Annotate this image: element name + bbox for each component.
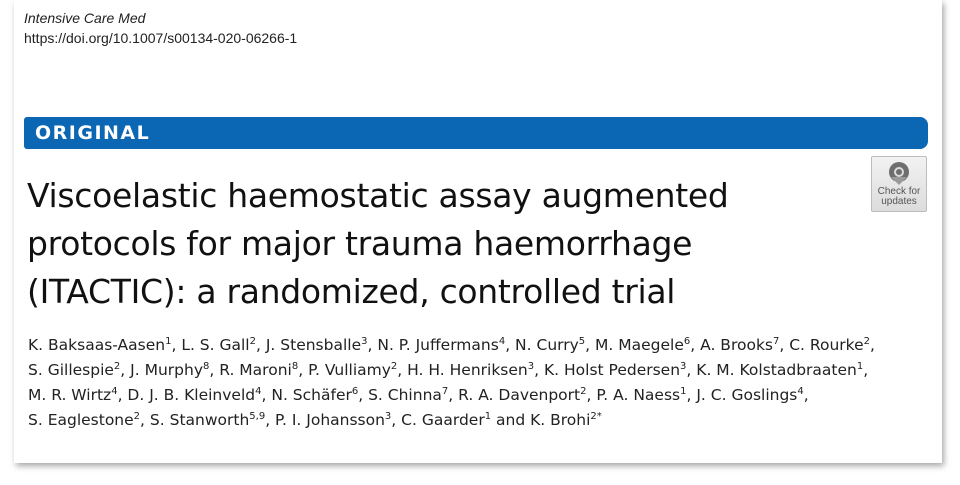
author-line: S. Eaglestone$^2$, S. Stanworth$^{5,9}$, P. I. Johansson$^3$, C. Gaarder$^1$ and K. Brohi$^{2*}$ [28, 410, 602, 429]
journal-name: Intensive Care Med [24, 10, 146, 26]
author[interactable]: S. Stanworth$^{5,9}$ [149, 410, 266, 429]
article-type-label: ORIGINAL [35, 122, 151, 144]
author[interactable]: K. Baksaas-Aasen$^1$ [28, 335, 172, 354]
author[interactable]: K. M. Kolstadbraaten$^1$ [696, 360, 864, 379]
author[interactable]: K. Holst Pedersen$^3$ [543, 360, 687, 379]
author[interactable]: L. S. Gall$^2$ [181, 335, 256, 354]
title-line: protocols for major trauma haemorrhage [27, 224, 693, 263]
author[interactable]: K. Brohi$^{2*}$ [530, 410, 602, 429]
author[interactable]: R. A. Davenport$^2$ [458, 385, 587, 404]
author[interactable]: D. J. B. Kleinveld$^4$ [127, 385, 262, 404]
author[interactable]: H. H. Henriksen$^3$ [407, 360, 535, 379]
author[interactable]: N. Curry$^5$ [515, 335, 586, 354]
crossmark-label: Check for updates [877, 186, 921, 207]
author[interactable]: S. Eaglestone$^2$ [28, 410, 141, 429]
title-line: Viscoelastic haemostatic assay augmented [27, 176, 729, 215]
article-type-banner [24, 117, 928, 149]
author-list [28, 333, 918, 433]
author[interactable]: M. Maegele$^6$ [595, 335, 691, 354]
author-line: K. Baksaas-Aasen$^1$, L. S. Gall$^2$, J. Stensballe$^3$, N. P. Juffermans$^4$, N. Curry$^5$, M. Maegele$^6$, A. Brooks$^7$, C. Rourke$^2$, [28, 335, 875, 354]
author[interactable]: N. P. Juffermans$^4$ [377, 335, 506, 354]
author-line: S. Gillespie$^2$, J. Murphy$^8$, R. Maroni$^8$, P. Vulliamy$^2$, H. H. Henriksen$^3$, K. Holst Pedersen$^3$, K. M. Kolstadbraaten$^1$, [28, 360, 869, 379]
author[interactable]: P. Vulliamy$^2$ [308, 360, 398, 379]
author[interactable]: A. Brooks$^7$ [700, 335, 780, 354]
author[interactable]: S. Gillespie$^2$ [28, 360, 121, 379]
title-line: (ITACTIC): a randomized, controlled trial [27, 272, 676, 311]
author[interactable]: J. Murphy$^8$ [130, 360, 210, 379]
article-title [27, 172, 857, 316]
author[interactable]: R. Maroni$^8$ [219, 360, 299, 379]
author[interactable]: N. Schäfer$^6$ [271, 385, 359, 404]
author[interactable]: J. C. Goslings$^4$ [696, 385, 804, 404]
author[interactable]: C. Gaarder$^1$ [401, 410, 492, 429]
author[interactable]: P. A. Naess$^1$ [596, 385, 687, 404]
doi-link[interactable]: https://doi.org/10.1007/s00134-020-06266-1 [24, 30, 298, 46]
author-line: M. R. Wirtz$^4$, D. J. B. Kleinveld$^4$, N. Schäfer$^6$, S. Chinna$^7$, R. A. Davenport$^2$, P. A. Naess$^1$, J. C. Goslings$^4$, [28, 385, 809, 404]
author[interactable]: P. I. Johansson$^3$ [275, 410, 392, 429]
author[interactable]: S. Chinna$^7$ [368, 385, 449, 404]
author[interactable]: M. R. Wirtz$^4$ [28, 385, 118, 404]
check-for-updates-button[interactable] [871, 156, 927, 212]
author[interactable]: C. Rourke$^2$ [789, 335, 870, 354]
author[interactable]: J. Stensballe$^3$ [265, 335, 368, 354]
article-page [14, 0, 942, 463]
